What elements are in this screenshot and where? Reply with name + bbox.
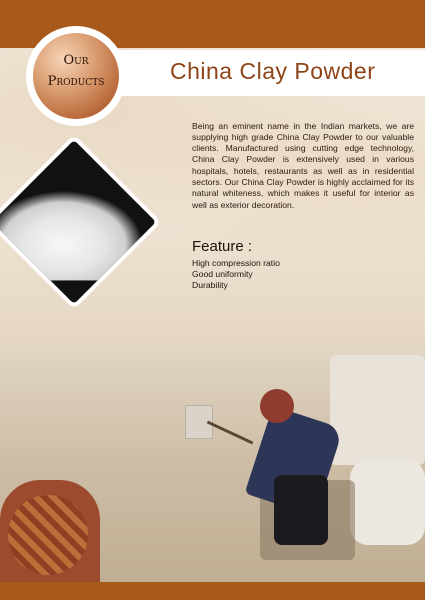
feature-item: High compression ratio (192, 258, 280, 268)
feature-item: Durability (192, 280, 228, 290)
feature-item: Good uniformity (192, 269, 253, 279)
worker-shawl (8, 495, 88, 575)
quarry-rock (330, 355, 425, 465)
worker-figure-head (260, 389, 294, 423)
china-clay-photo (0, 134, 162, 309)
clay-powder-pile (0, 190, 143, 280)
quarry-scene-photo (0, 305, 425, 582)
worker-figure-skirt (274, 475, 328, 545)
product-description: Being an eminent name in the Indian markets, we are supplying high grade China Clay Powder to our valuable clients. Manufactured using cutting edge technology, China Clay Powder is extensively used in various hospitals, hotels, restaurants as well as in residential sectors. Our China Clay Powder is highly acclaimed for its natural whiteness, which makes it useful for interior as well as exterior decoration. (192, 120, 414, 210)
product-photo-frame (0, 150, 164, 322)
quarry-rock (350, 460, 425, 545)
feature-heading: Feature : (192, 238, 253, 255)
badge-line2: Products (47, 74, 105, 89)
badge-line1: Our (63, 53, 89, 68)
feature-list (192, 258, 280, 291)
badge-text (33, 50, 119, 92)
page-title: China Clay Powder (170, 58, 376, 84)
bottom-brand-band (0, 582, 425, 600)
